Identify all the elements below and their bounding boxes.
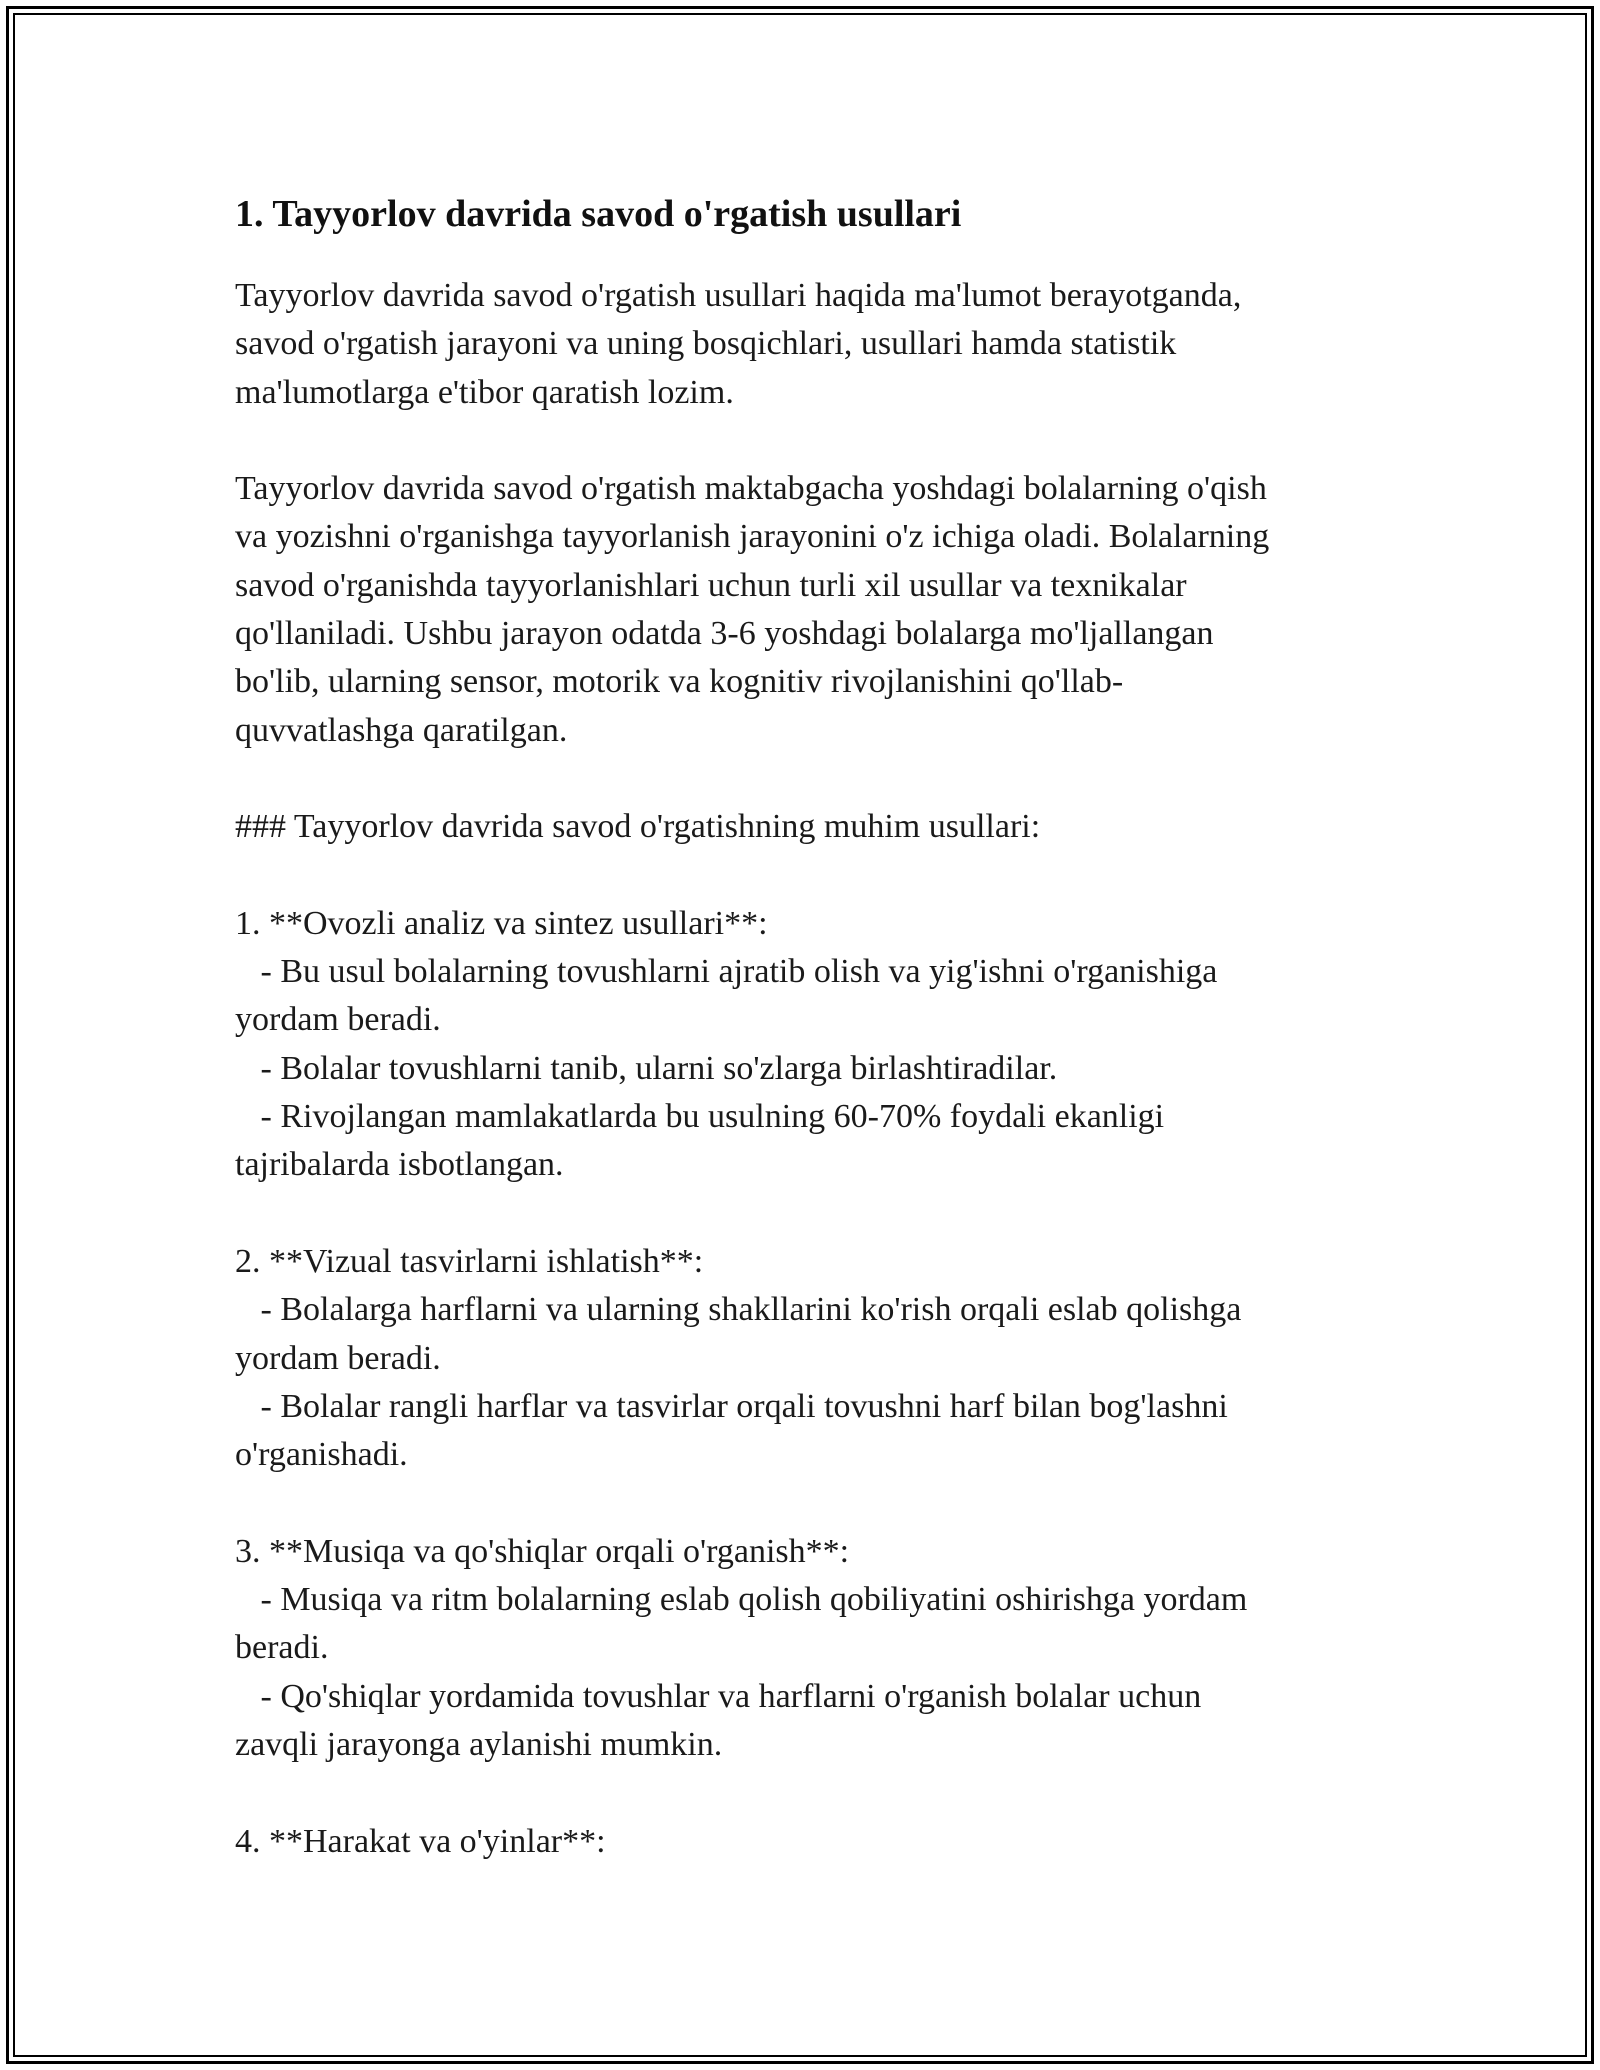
document-title: 1. Tayyorlov davrida savod o'rgatish usullari xyxy=(235,193,962,235)
document-page xyxy=(235,185,1365,1866)
document-body: Tayyorlov davrida savod o'rgatish usullari haqida ma'lumot berayotganda, savod o'rgatish jarayoni va uning bosqichlari, usullari hamda statistik ma'lumotlarga e'tibor qaratish lozim. Tayyorlov davrida savod o'rgatish maktabgacha yoshdagi bolalarning o'qish va yozishni o'rganishga tayyorlanish jarayonini o'z ichiga oladi. Bolalarning savod o'rganishda tayyorlanishlari uchun turli xil usullar va texnikalar qo'llaniladi. Ushbu jarayon odatda 3-6 yoshdagi bolalarga mo'ljallangan bo'lib, ularning sensor, motorik va kognitiv rivojlanishini qo'llab- quvvatlashga qaratilgan. ### Tayyorlov davrida savod o'rgatishning muhim usullari: 1. **Ovozli analiz va sintez usullari**: - Bu usul bolalarning tovushlarni ajratib olish va yig'ishni o'rganishiga yordam beradi. - Bolalar tovushlarni tanib, ularni so'zlarga birlashtiradilar. - Rivojlangan mamlakatlarda bu usulning 60-70% foydali ekanligi tajribalarda isbotlangan. 2. **Vizual tasvirlarni ishlatish**: - Bolalarga harflarni va ularning shakllarini ko'rish orqali eslab qolishga yordam beradi. - Bolalar rangli harflar va tasvirlar orqali tovushni harf bilan bog'lashni o'rganishadi. 3. **Musiqa va qo'shiqlar orqali o'rganish**: - Musiqa va ritm bolalarning eslab qolish qobiliyatini oshirishga yordam beradi. - Qo'shiqlar yordamida tovushlar va harflarni o'rganish bolalar uchun zavqli jarayonga aylanishi mumkin. 4. **Harakat va o'yinlar**: xyxy=(235,277,1270,1860)
